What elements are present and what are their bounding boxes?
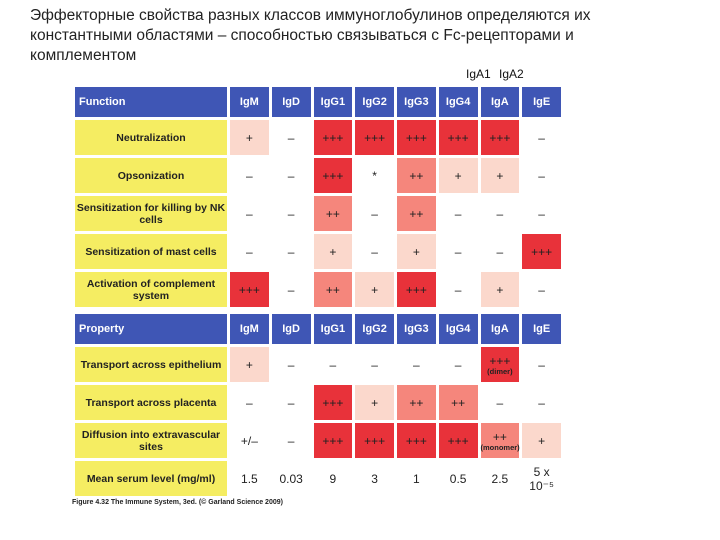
cell-value: +++ xyxy=(238,282,260,297)
cell-value: – xyxy=(287,168,295,183)
row-label: Opsonization xyxy=(75,158,227,193)
value-cell xyxy=(355,234,394,269)
value-cell xyxy=(439,196,478,231)
value-cell xyxy=(230,120,269,155)
value-cell xyxy=(397,272,436,307)
cell-value: – xyxy=(538,282,545,297)
cell-value: +++ xyxy=(531,244,553,259)
cell-value: 1 xyxy=(413,471,420,486)
value-cell xyxy=(355,347,394,382)
cell-value: – xyxy=(246,168,253,183)
cell-value: +++ xyxy=(322,395,344,410)
value-cell xyxy=(481,196,520,231)
cell-value: – xyxy=(371,244,378,259)
cell-value: +++ xyxy=(364,130,386,145)
value-cell xyxy=(272,120,311,155)
value-cell xyxy=(397,461,436,496)
cell-value: – xyxy=(538,395,545,410)
value-cell xyxy=(522,385,561,420)
cell-value: + xyxy=(371,395,379,410)
table-row xyxy=(75,234,561,269)
value-cell xyxy=(397,423,436,458)
header-cell: IgG1 xyxy=(314,314,353,344)
value-cell xyxy=(481,272,520,307)
cell-value: + xyxy=(329,244,337,259)
cell-value: ++ xyxy=(409,168,424,183)
property-table xyxy=(72,311,564,499)
header-cell: IgE xyxy=(522,314,561,344)
header-cell: Property xyxy=(75,314,227,344)
value-cell xyxy=(230,347,269,382)
row-label: Diffusion into extravascular sites xyxy=(75,423,227,458)
function-table xyxy=(72,84,564,310)
cell-value: + xyxy=(245,130,253,145)
table-row xyxy=(75,461,561,496)
subclass-labels xyxy=(466,67,529,81)
value-cell xyxy=(314,423,353,458)
cell-value: +++ xyxy=(489,353,511,368)
value-cell xyxy=(397,158,436,193)
value-cell xyxy=(522,158,561,193)
value-cell xyxy=(314,272,353,307)
table-row xyxy=(75,272,561,307)
value-cell xyxy=(522,120,561,155)
value-cell xyxy=(522,347,561,382)
row-label: Sensitization for killing by NK cells xyxy=(75,196,227,231)
cell-value: + xyxy=(496,282,504,297)
value-cell xyxy=(355,120,394,155)
value-cell xyxy=(481,158,520,193)
cell-value: + xyxy=(496,168,504,183)
cell-value: – xyxy=(538,168,545,183)
cell-value: – xyxy=(371,206,378,221)
cell-value: ++ xyxy=(325,282,340,297)
cell-value: 5 x 10⁻⁵ xyxy=(529,464,554,493)
cell-note: (dimer) xyxy=(487,366,513,376)
value-cell xyxy=(397,196,436,231)
header-cell: IgM xyxy=(230,87,269,117)
value-cell xyxy=(230,272,269,307)
value-cell xyxy=(397,347,436,382)
value-cell xyxy=(439,120,478,155)
cell-value: – xyxy=(454,244,462,259)
cell-value: 1.5 xyxy=(241,471,258,486)
cell-value: 3 xyxy=(371,471,378,486)
row-label: Neutralization xyxy=(75,120,227,155)
cell-value: – xyxy=(454,282,462,297)
header-cell: IgD xyxy=(272,314,311,344)
cell-value: – xyxy=(371,357,378,372)
value-cell xyxy=(481,461,520,496)
value-cell xyxy=(355,196,394,231)
cell-value: +++ xyxy=(322,433,344,448)
row-label: Sensitization of mast cells xyxy=(75,234,227,269)
cell-value: + xyxy=(371,282,379,297)
row-label: Activation of complement system xyxy=(75,272,227,307)
value-cell xyxy=(355,423,394,458)
cell-value: – xyxy=(287,206,295,221)
value-cell xyxy=(397,120,436,155)
value-cell xyxy=(522,272,561,307)
cell-value: + xyxy=(454,168,462,183)
cell-value: + xyxy=(538,433,546,448)
header-cell: IgG2 xyxy=(355,87,394,117)
value-cell xyxy=(439,158,478,193)
table-row xyxy=(75,385,561,420)
cell-value: – xyxy=(496,395,504,410)
cell-value: +++ xyxy=(489,130,511,145)
value-cell xyxy=(272,423,311,458)
value-cell xyxy=(272,196,311,231)
value-cell xyxy=(230,385,269,420)
value-cell xyxy=(439,423,478,458)
table-header-row xyxy=(75,314,561,344)
header-cell: IgG2 xyxy=(355,314,394,344)
immunoglobulin-figure xyxy=(72,84,564,510)
value-cell xyxy=(481,385,520,420)
cell-value: 9 xyxy=(329,471,337,486)
cell-value: – xyxy=(496,244,504,259)
cell-value: – xyxy=(287,130,295,145)
cell-value: 2.5 xyxy=(491,471,509,486)
value-cell xyxy=(230,158,269,193)
value-cell xyxy=(439,385,478,420)
table-row xyxy=(75,347,561,382)
cell-value: ++ xyxy=(409,206,424,221)
value-cell xyxy=(481,120,520,155)
cell-value: 0.03 xyxy=(279,471,303,486)
figure-caption: Figure 4.32 The Immune System, 3ed. (© Garland Science 2009) xyxy=(72,499,283,506)
value-cell xyxy=(355,385,394,420)
table-row xyxy=(75,423,561,458)
table-row xyxy=(75,196,561,231)
value-cell xyxy=(439,234,478,269)
value-cell xyxy=(314,234,353,269)
value-cell xyxy=(230,196,269,231)
value-cell xyxy=(522,234,561,269)
cell-value: + xyxy=(245,357,253,372)
value-cell xyxy=(230,423,269,458)
value-cell xyxy=(522,461,561,496)
cell-value: – xyxy=(287,244,295,259)
cell-value: ++ xyxy=(492,429,507,444)
cell-value: +++ xyxy=(447,130,469,145)
slide-title: Эффекторные свойства разных классов иммуноглобулинов определяются их константными областями – способностью связываться с Fc-рецепторами и комплементом xyxy=(30,7,591,64)
cell-value: – xyxy=(287,282,295,297)
value-cell xyxy=(481,234,520,269)
value-cell xyxy=(272,461,311,496)
table-header-row xyxy=(75,87,561,117)
value-cell xyxy=(230,234,269,269)
header-cell: IgG1 xyxy=(314,87,353,117)
cell-value: – xyxy=(329,357,337,372)
table-row xyxy=(75,120,561,155)
row-label: Transport across epithelium xyxy=(75,347,227,382)
cell-value: * xyxy=(372,168,377,183)
cell-value: – xyxy=(538,130,545,145)
value-cell xyxy=(272,158,311,193)
cell-value: + xyxy=(412,244,420,259)
value-cell xyxy=(314,196,353,231)
cell-value: 0.5 xyxy=(449,471,467,486)
row-label: Transport across placenta xyxy=(75,385,227,420)
cell-value: ++ xyxy=(409,395,424,410)
value-cell xyxy=(272,385,311,420)
value-cell xyxy=(355,158,394,193)
header-cell: IgG4 xyxy=(439,87,478,117)
cell-value: – xyxy=(538,206,545,221)
value-cell xyxy=(272,272,311,307)
cell-value: +++ xyxy=(405,282,427,297)
cell-value: – xyxy=(246,206,253,221)
header-cell: IgD xyxy=(272,87,311,117)
cell-value: +++ xyxy=(405,433,427,448)
cell-note: (monomer) xyxy=(480,442,520,452)
header-cell: IgA xyxy=(481,87,520,117)
table-row xyxy=(75,158,561,193)
cell-value: +++ xyxy=(447,433,469,448)
value-cell xyxy=(314,120,353,155)
cell-value: – xyxy=(287,433,295,448)
header-cell: IgM xyxy=(230,314,269,344)
value-cell xyxy=(355,461,394,496)
cell-value: ++ xyxy=(325,206,340,221)
cell-value: – xyxy=(454,206,462,221)
value-cell xyxy=(230,461,269,496)
cell-value: – xyxy=(287,357,295,372)
header-cell: IgG3 xyxy=(397,314,436,344)
cell-value: – xyxy=(454,357,462,372)
cell-value: – xyxy=(538,357,545,372)
value-cell xyxy=(522,196,561,231)
header-cell: IgG3 xyxy=(397,87,436,117)
value-cell xyxy=(481,347,520,382)
cell-value: – xyxy=(287,395,295,410)
row-label: Mean serum level (mg/ml) xyxy=(75,461,227,496)
cell-value: +/– xyxy=(240,433,258,448)
value-cell xyxy=(355,272,394,307)
cell-value: +++ xyxy=(364,433,386,448)
value-cell xyxy=(481,423,520,458)
value-cell xyxy=(439,347,478,382)
value-cell xyxy=(314,385,353,420)
subclass-iga2: IgA2 xyxy=(499,67,524,81)
subclass-iga1: IgA1 xyxy=(466,67,491,81)
value-cell xyxy=(314,158,353,193)
cell-value: – xyxy=(246,244,253,259)
value-cell xyxy=(397,234,436,269)
value-cell xyxy=(439,461,478,496)
cell-value: – xyxy=(413,357,420,372)
value-cell xyxy=(397,385,436,420)
value-cell xyxy=(314,347,353,382)
header-cell: Function xyxy=(75,87,227,117)
header-cell: IgA xyxy=(481,314,520,344)
value-cell xyxy=(272,234,311,269)
cell-value: +++ xyxy=(405,130,427,145)
cell-value: +++ xyxy=(322,130,344,145)
value-cell xyxy=(439,272,478,307)
value-cell xyxy=(272,347,311,382)
header-cell: IgE xyxy=(522,87,561,117)
cell-value: ++ xyxy=(451,395,466,410)
cell-value: +++ xyxy=(322,168,344,183)
cell-value: – xyxy=(496,206,504,221)
header-cell: IgG4 xyxy=(439,314,478,344)
value-cell xyxy=(522,423,561,458)
value-cell xyxy=(314,461,353,496)
cell-value: – xyxy=(246,395,253,410)
